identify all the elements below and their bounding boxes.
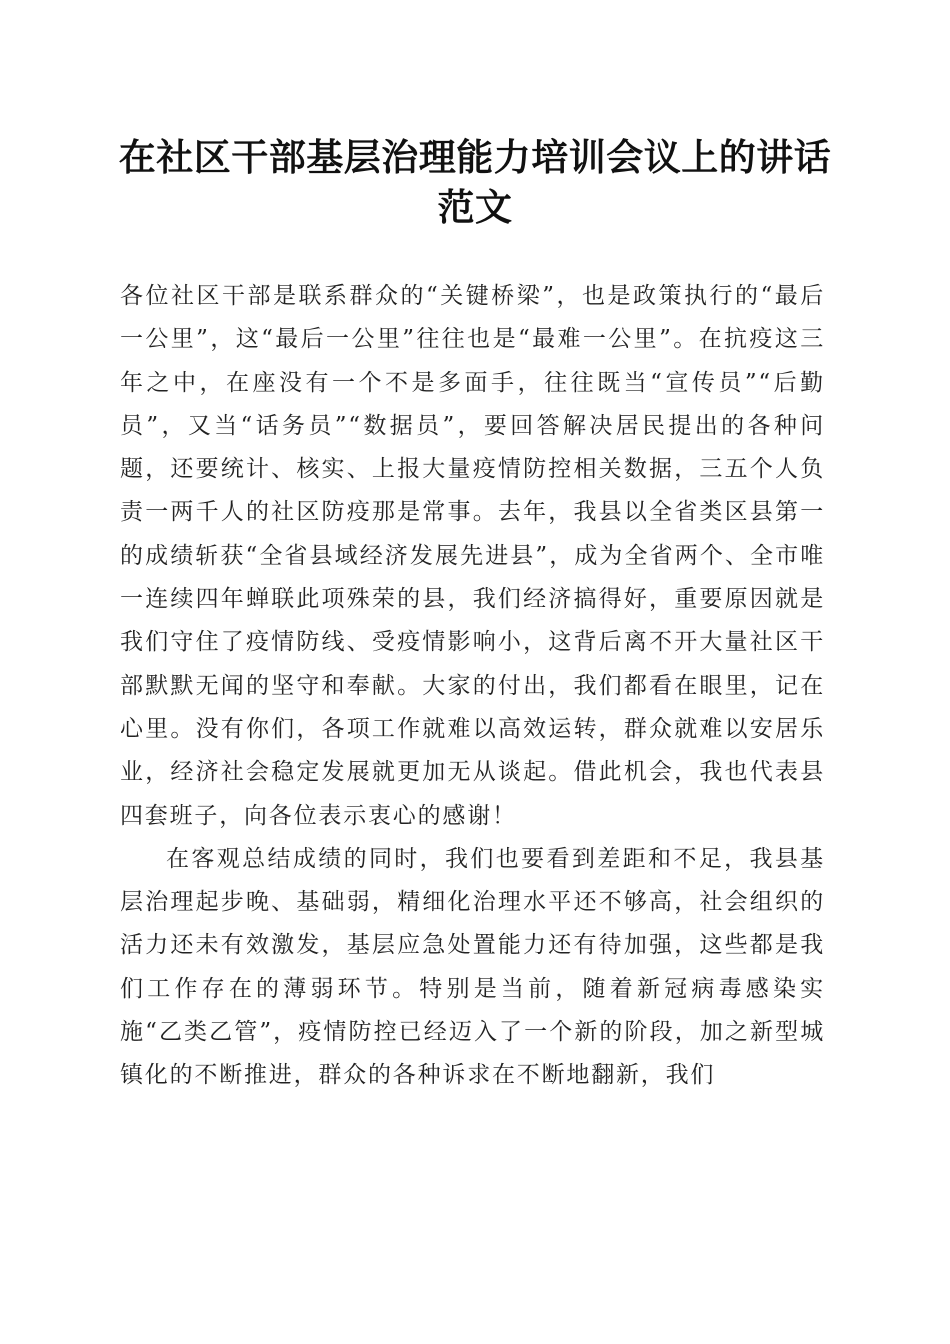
paragraph-2: 在客观总结成绩的同时，我们也要看到差距和不足，我县基层治理起步晚、基础弱，精细化治理水平还不够高，社会组织的活力还未有效激发，基层应急处置能力还有待加强，这些都是我们工作存在的薄弱环节。特别是当前，随着新冠病毒感染实施“乙类乙管”，疫情防控已经迈入了一个新的阶段，加之新型城镇化的不断推进，群众的各种诉求在不断地翻新，我们 [120, 845, 825, 1089]
document-title: 在社区干部基层治理能力培训会议上的讲话范文 [118, 135, 832, 229]
document-body [120, 275, 825, 1098]
paragraph-1: 各位社区干部是联系群众的“关键桥梁”，也是政策执行的“最后一公里”，这“最后一公里”往往也是“最难一公里”。在抗疫这三年之中，在座没有一个不是多面手，往往既当“宣传员”“后勤员”，又当“话务员”“数据员”，要回答解决居民提出的各种问题，还要统计、核实、上报大量疫情防控相关数据，三五个人负责一两千人的社区防疫那是常事。去年，我县以全省类区县第一的成绩斩获“全省县域经济发展先进县”，成为全省两个、全市唯一连续四年蝉联此项殊荣的县，我们经济搞得好，重要原因就是我们守住了疫情防线、受疫情影响小，这背后离不开大量社区干部默默无闻的坚守和奉献。大家的付出，我们都看在眼里，记在心里。没有你们，各项工作就难以高效运转，群众就难以安居乐业，经济社会稳定发展就更加无从谈起。借此机会，我也代表县四套班子，向各位表示衷心的感谢！ [120, 283, 825, 829]
